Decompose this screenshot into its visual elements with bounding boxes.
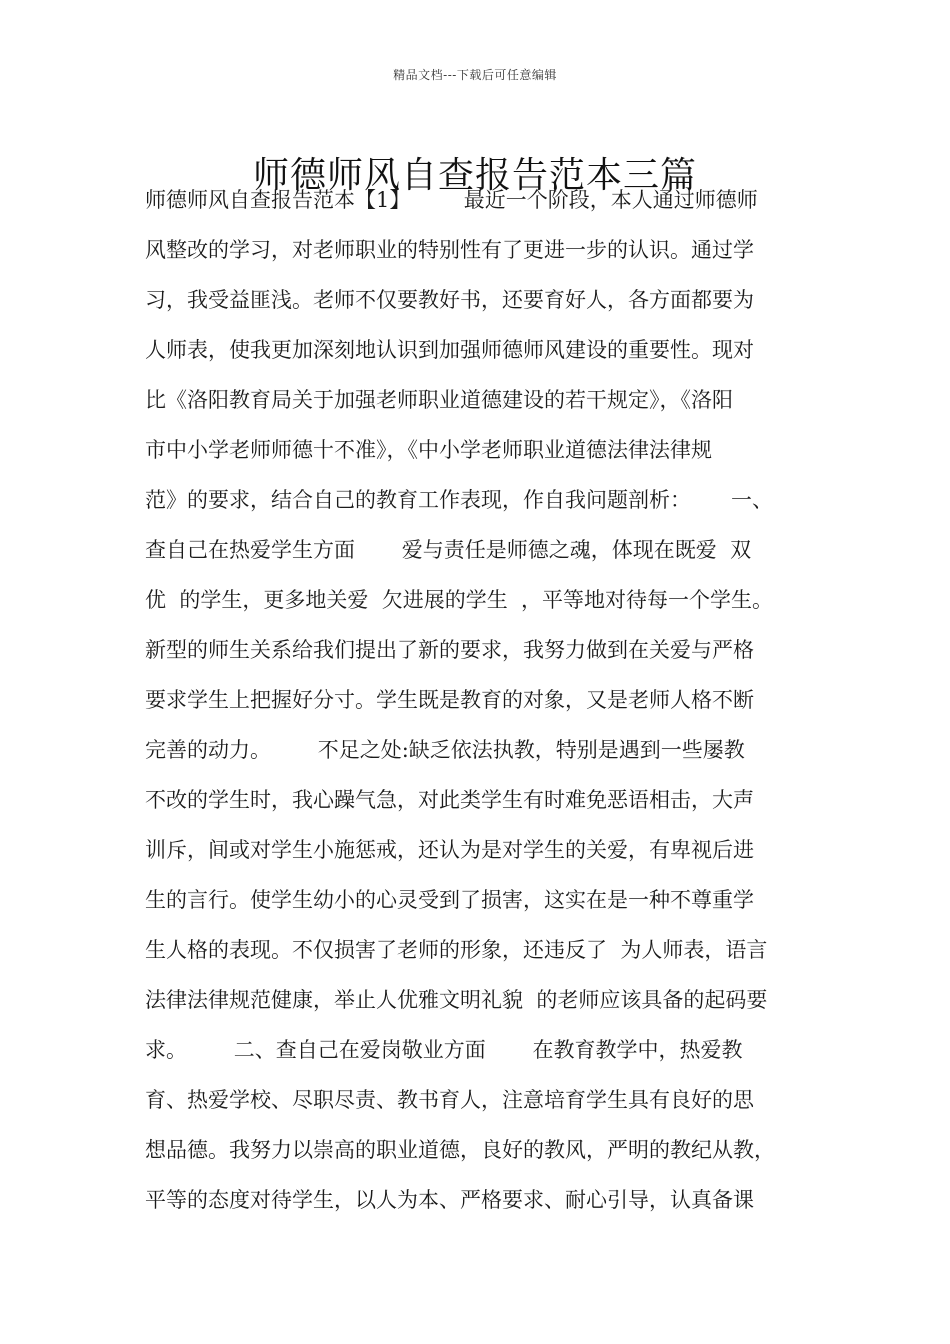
text-line: 完善的动力。 不足之处:缺乏依法执教，特别是遇到一些屡教 <box>145 738 745 762</box>
text-line: 新型的师生关系给我们提出了新的要求，我努力做到在关爱与严格 <box>145 638 754 662</box>
text-line: 平等的态度对待学生，以人为本、严格要求、耐心引导，认真备课 <box>145 1188 754 1212</box>
text-line: 习，我受益匪浅。老师不仅要教好书，还要育好人，各方面都要为 <box>145 288 754 312</box>
document-title: 师德师风自查报告范本三篇 <box>252 155 697 197</box>
header-note: 精品文档---下载后可任意编辑 <box>393 68 557 82</box>
text-line: 范》的要求，结合自己的教育工作表现，作自我问题剖析： 一、 <box>145 488 774 512</box>
text-line: 比《洛阳教育局关于加强老师职业道德建设的若干规定》，《洛阳 <box>145 388 733 412</box>
text-line: 查自己在热爱学生方面 爱与责任是师德之魂，体现在既爱 双 <box>145 538 752 562</box>
document-body <box>145 178 835 1228</box>
text-line: 人师表，使我更加深刻地认识到加强师德师风建设的重要性。现对 <box>145 338 754 362</box>
text-line: 求。 二、查自己在爱岗敬业方面 在教育教学中，热爱教 <box>145 1038 743 1062</box>
text-line: 训斥，间或对学生小施惩戒，还认为是对学生的关爱，有卑视后进 <box>145 838 754 862</box>
text-line: 市中小学老师师德十不准》，《中小学老师职业道德法律法律规 <box>145 438 712 462</box>
text-line: 不改的学生时，我心躁气急，对此类学生有时难免恶语相击，大声 <box>145 788 754 812</box>
text-line: 师德师风自查报告范本【1】 最近一个阶段，本人通过师德师 <box>145 188 758 212</box>
text-line: 育、热爱学校、尽职尽责、教书育人，注意培育学生具有良好的思 <box>145 1088 754 1112</box>
text-line: 优 的学生，更多地关爱 欠进展的学生 ，平等地对待每一个学生。 <box>145 588 774 612</box>
text-line: 生的言行。使学生幼小的心灵受到了损害，这实在是一种不尊重学 <box>145 888 754 912</box>
text-line: 生人格的表现。不仅损害了老师的形象，还违反了 为人师表，语言 <box>145 938 768 962</box>
text-line: 风整改的学习，对老师职业的特别性有了更进一步的认识。通过学 <box>145 238 754 262</box>
text-line: 要求学生上把握好分寸。学生既是教育的对象，又是老师人格不断 <box>145 688 754 712</box>
text-line: 想品德。我努力以崇高的职业道德，良好的教风，严明的教纪从教， <box>145 1138 775 1162</box>
text-line: 法律法律规范健康，举止人优雅文明礼貌 的老师应该具备的起码要 <box>145 988 768 1012</box>
